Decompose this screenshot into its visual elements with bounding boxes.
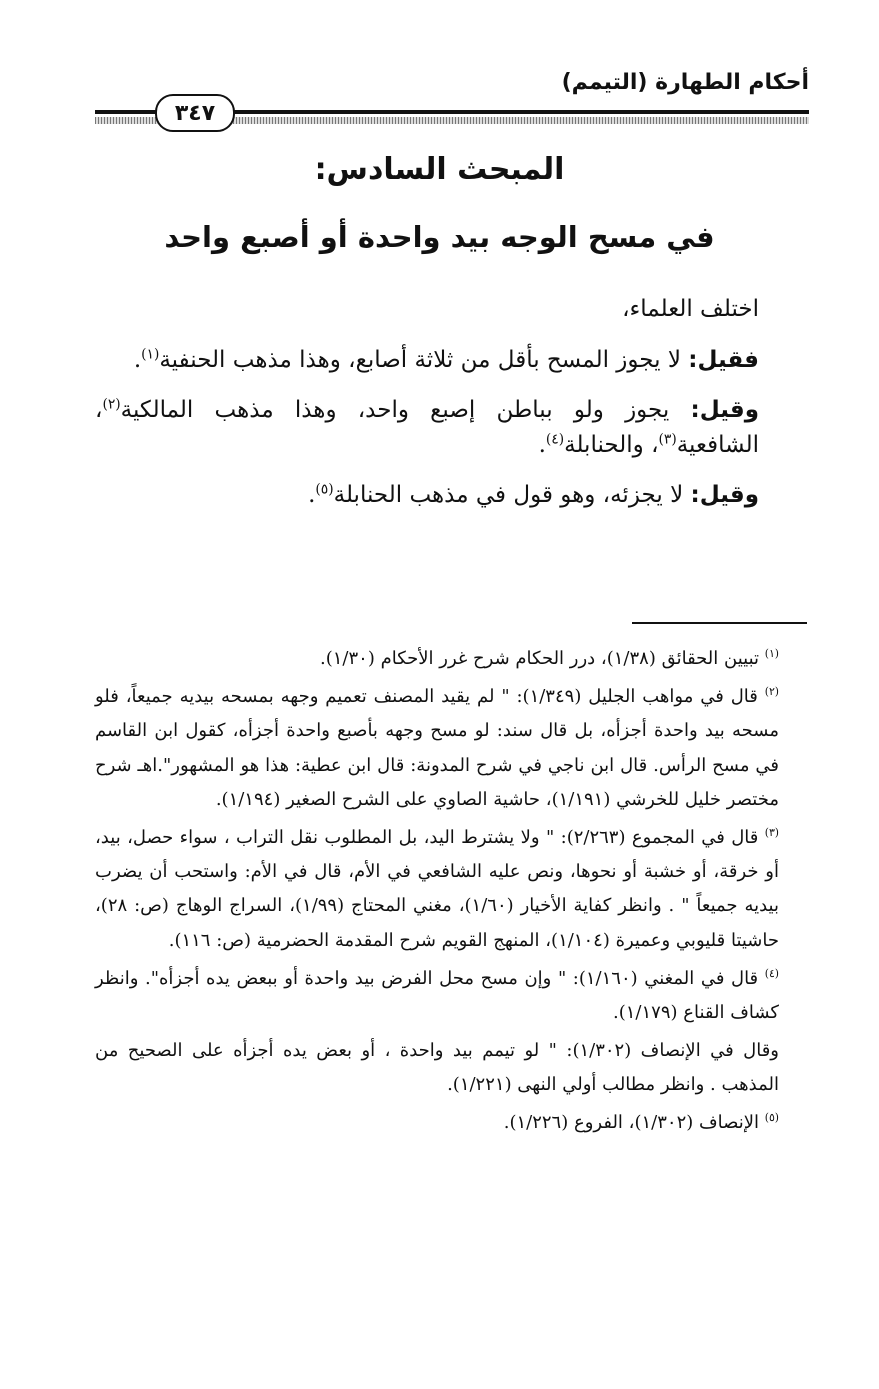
opinion-text: ، الشافعية: [95, 397, 759, 458]
running-header-title: أحكام الطهارة (التيمم): [561, 70, 809, 95]
footnote-ref[interactable]: (٢): [102, 396, 121, 413]
footnote-separator: [632, 622, 807, 624]
footnote-ref[interactable]: (٣): [658, 430, 677, 447]
opinion-text: لا يجزئه، وهو قول في مذهب الحنابلة: [333, 482, 691, 508]
opinion-lead: وقيل:: [690, 482, 759, 508]
footnote-mark: (٣): [764, 825, 780, 839]
opinion-text: ، والحنابلة: [564, 431, 659, 458]
opinion-paragraph-2: [95, 393, 809, 462]
opinion-end: .: [133, 346, 142, 373]
footnote-text: قال في المغني (١/١٦٠): " وإن مسح محل الفرض بيد واحدة أو ببعض يده أجزأه". وانظر كشاف القناع (١/١٧٩).: [95, 967, 779, 1023]
footnote-text: وقال في الإنصاف (١/٣٠٢): " لو تيمم بيد واحدة ، أو بعض يده أجزأه على الصحيح من المذهب . وانظر مطالب أولي النهى (١/٢٢١).: [95, 1040, 779, 1096]
page-number-badge: [155, 94, 235, 132]
footnote-5: [95, 1106, 809, 1140]
footnote-mark: (٢): [764, 685, 780, 699]
opinion-text: لا يجوز المسح بأقل من ثلاثة أصابع، وهذا مذهب الحنفية: [159, 346, 689, 373]
footnote-1: [95, 642, 809, 676]
footnote-4-continued: [95, 1034, 809, 1102]
opinion-text: يجوز ولو بباطن إصبع واحد، وهذا مذهب المالكية: [120, 397, 691, 423]
footnote-mark: (٤): [764, 966, 779, 980]
opinion-paragraph-1: [95, 343, 809, 378]
footnote-mark: (٥): [764, 1111, 779, 1125]
footnote-text: الإنصاف (١/٣٠٢)، الفروع (١/٢٢٦).: [503, 1112, 765, 1134]
footnote-3: [95, 821, 809, 958]
footnote-4: [95, 962, 809, 1030]
footnote-text: قال في مواهب الجليل (١/٣٤٩): " لم يقيد المصنف تعميم وجهه بمسحه بيديه جميعاً، فلو مسحه بيد واحدة أجزأه، بل قال سند: لو مسح وجهه بأصبع واحدة أجزأه، كقول ابن القاسم في مسح الرأس. قال ابن ناجي في شرح المدونة: قال ابن عطية: هذا هو المشهور".اهـ شرح مختصر خليل للخرشي (١/١٩١)، حاشية الصاوي على الشرح الصغير (١/١٩٤).: [95, 686, 780, 810]
opinion-end: .: [308, 482, 316, 508]
section-subtitle: في مسح الوجه بيد واحدة أو أصبع واحد: [164, 220, 715, 254]
footnote-text: تبيين الحقائق (١/٣٨)، درر الحكام شرح غرر الأحكام (١/٣٠).: [320, 648, 765, 669]
page-number: ٣٤٧: [174, 100, 216, 126]
opinion-lead: فقيل:: [688, 346, 759, 373]
opinion-lead: وقيل:: [690, 397, 759, 423]
footnote-ref[interactable]: (٤): [545, 430, 565, 447]
opinion-paragraph-3: [95, 478, 809, 513]
footnote-ref[interactable]: (٥): [315, 481, 334, 498]
footnote-ref[interactable]: (١): [141, 345, 160, 362]
footnote-2: [95, 680, 809, 817]
footnote-mark: (١): [764, 647, 779, 660]
section-title: المبحث السادس:: [314, 152, 565, 187]
footnotes: [95, 642, 809, 1145]
body-text: [95, 292, 809, 529]
opinion-end: .: [538, 431, 546, 458]
intro-paragraph: اختلف العلماء،: [622, 296, 759, 322]
footnote-text: قال في المجموع (٢/٢٦٣): " ولا يشترط اليد، بل المطلوب نقل التراب ، سواء حصل، بيد، أو خرقة، أو خشبة أو نحوها، ونص عليه الشافعي في الأم، قال في الأم: واستحب أن يضرب بيديه جميعاً " . وانظر كفاية الأخيار (١/٦٠)، مغني المحتاج (١/٩٩)، السراج الوهاج (ص: ٢٨)، حاشيتا قليوبي وعميرة (١/١٠٤)، المنهج القويم شرح المقدمة الحضرمية (ص: ١١٦).: [95, 826, 780, 951]
